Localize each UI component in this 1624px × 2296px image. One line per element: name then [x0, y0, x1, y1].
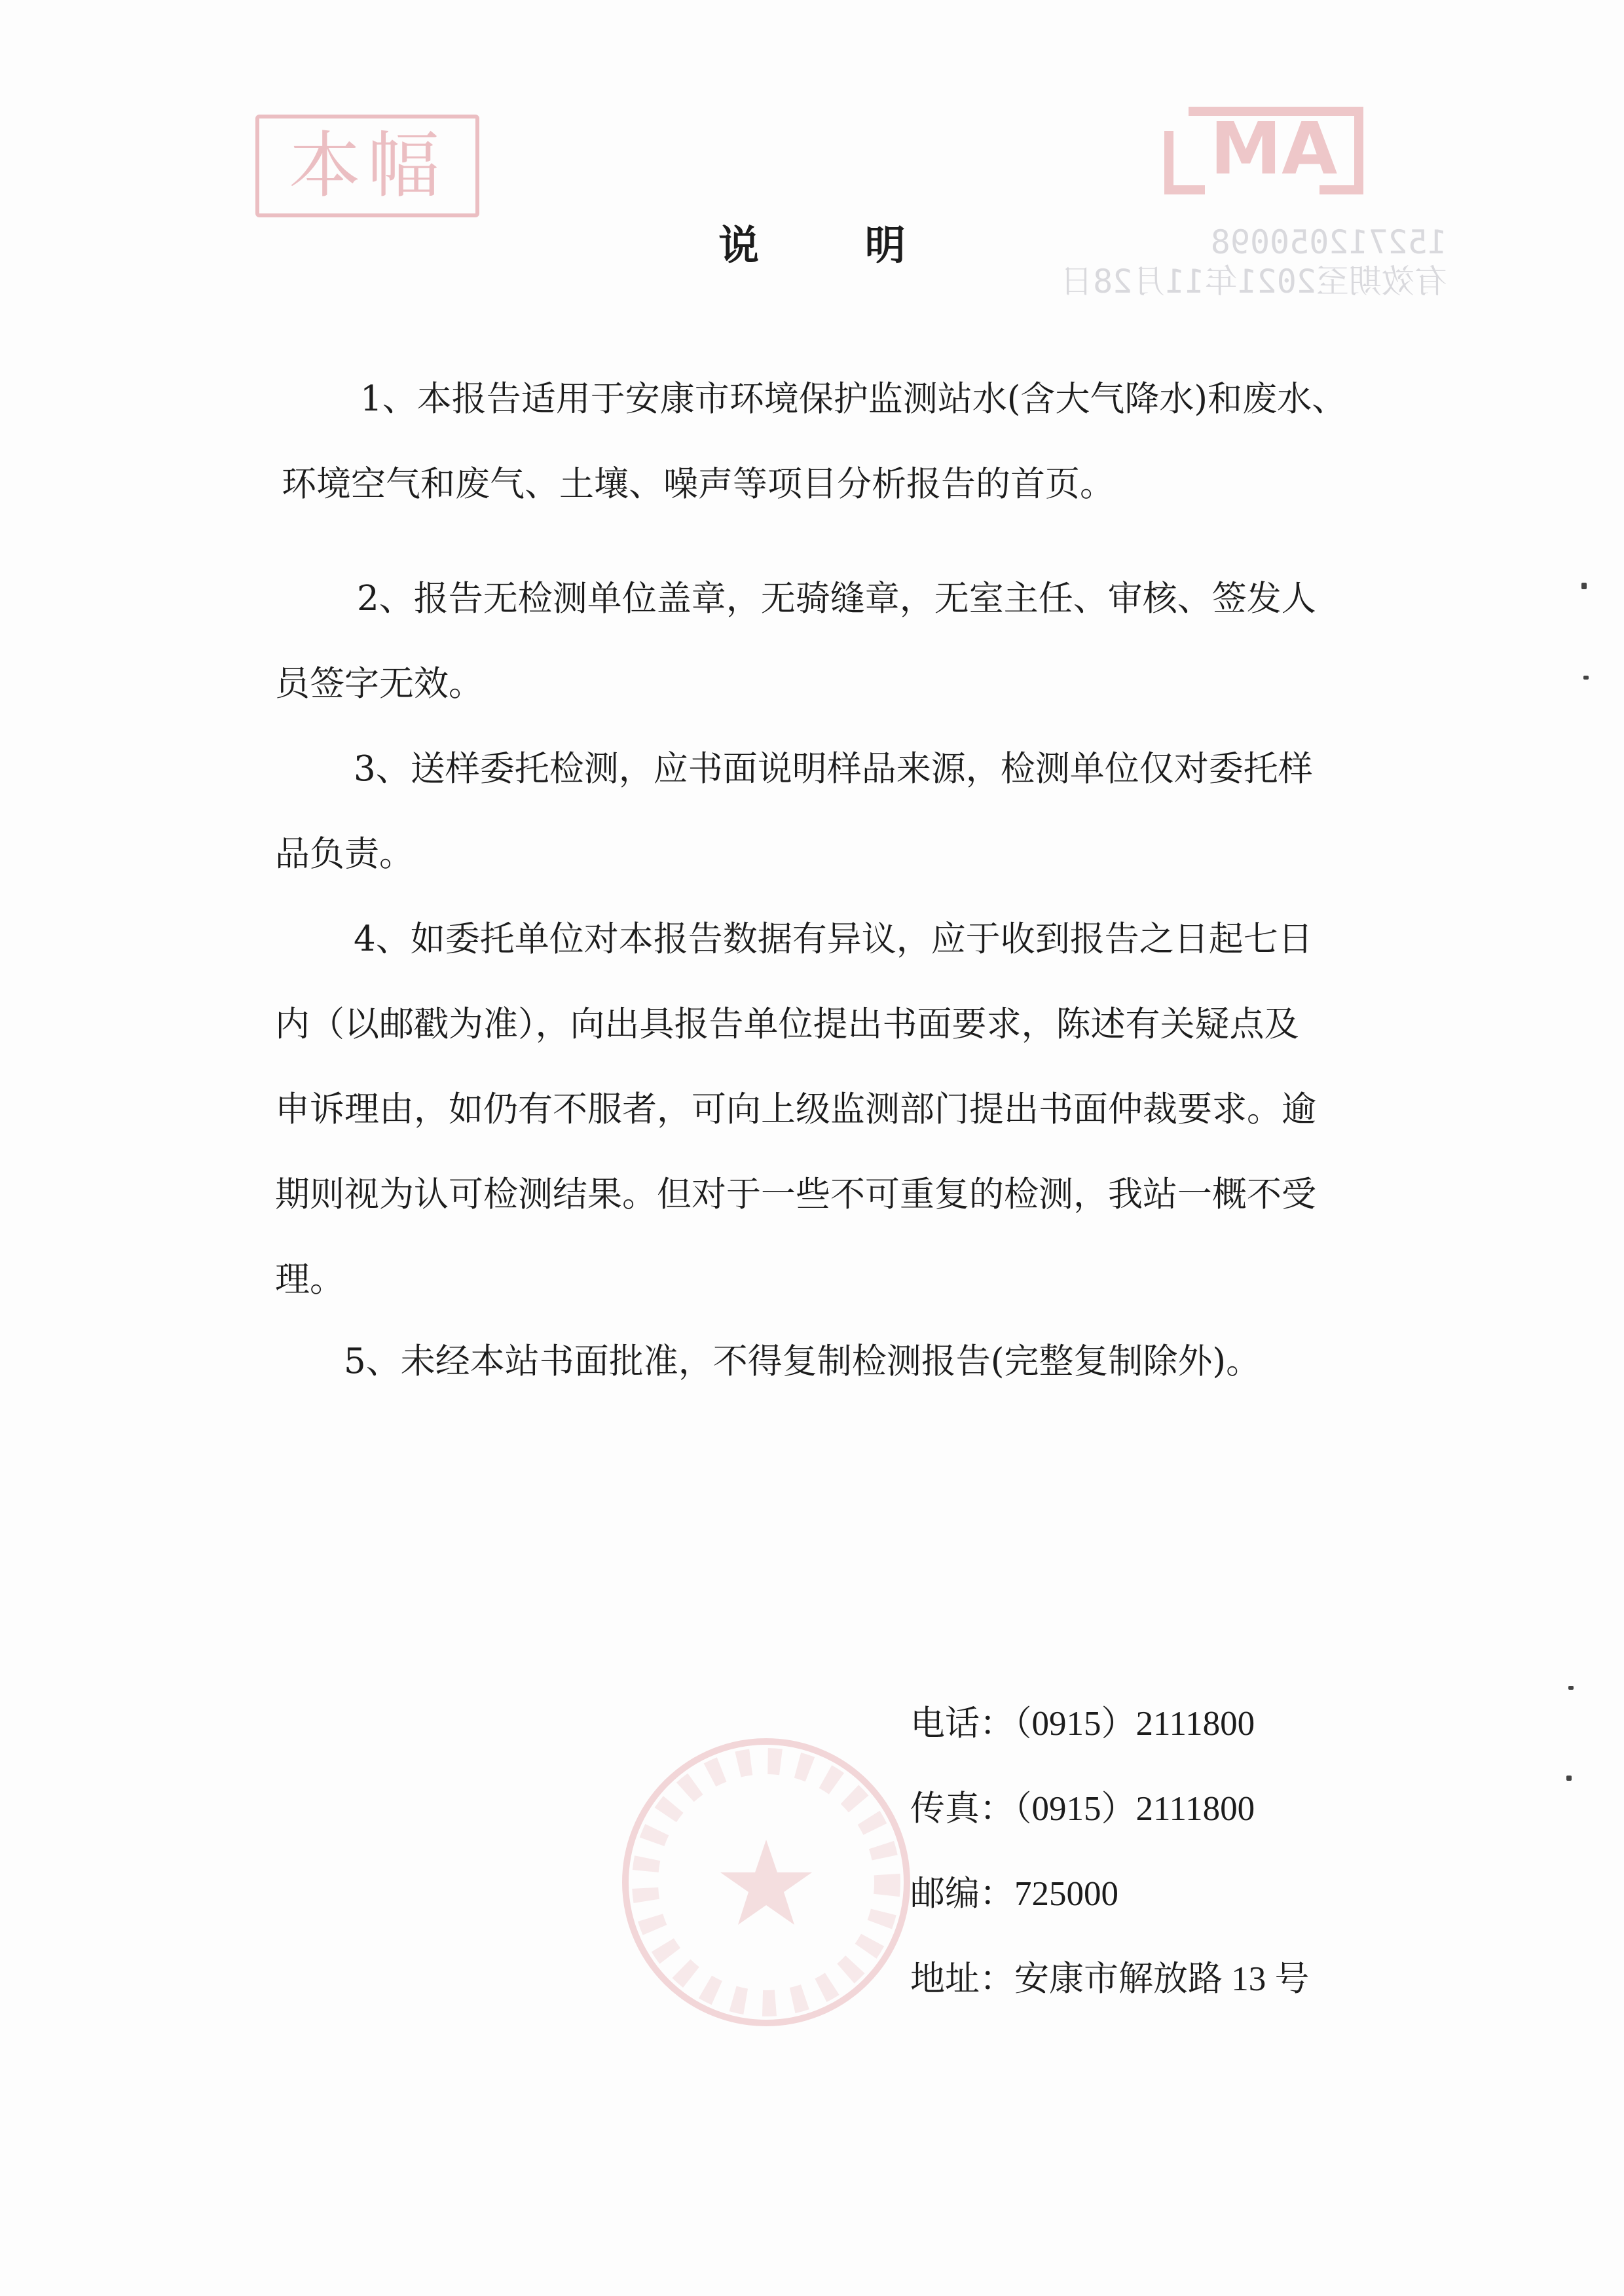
paragraph-line: 员签字无效。	[275, 664, 483, 704]
paragraph-line: 1、本报告适用于安康市环境保护监测站水(含大气降水)和废水、	[360, 379, 1347, 419]
scan-edge-mark	[1566, 1776, 1572, 1781]
paragraph-line: 5、未经本站书面批准，不得复制检测报告(完整复制除外)。	[344, 1341, 1261, 1381]
paragraph-line: 环境空气和废气、土壤、噪声等项目分析报告的首页。	[282, 464, 1115, 504]
cma-mark-text: MA	[1209, 107, 1338, 191]
paragraph-1	[275, 357, 1414, 527]
scan-edge-mark	[1568, 1686, 1574, 1690]
paragraph-line: 内（以邮戳为准），向出具报告单位提出书面要求，陈述有关疑点及	[275, 1004, 1299, 1044]
contact-address	[910, 1951, 1310, 2001]
address-value: 安康市解放路 13 号	[1014, 1960, 1310, 1998]
rect-stamp-bleedthrough: 本幅	[255, 115, 479, 217]
cma-validity-line: 有效期至2021年11月28日	[1060, 263, 1447, 301]
scan-edge-mark	[1581, 583, 1587, 589]
paragraph-3	[275, 727, 1414, 897]
contact-phone	[910, 1696, 1255, 1745]
paragraph-2	[275, 556, 1414, 727]
postcode-value: 725000	[1014, 1875, 1118, 1913]
contact-postcode	[910, 1866, 1118, 1916]
fax-value: （0915）2111800	[1014, 1790, 1255, 1828]
scan-edge-mark	[1583, 676, 1589, 680]
phone-label: 电话：	[910, 1704, 1014, 1743]
postcode-label: 邮编：	[910, 1874, 1014, 1914]
contact-fax	[910, 1781, 1255, 1831]
paragraph-line: 理。	[275, 1260, 344, 1300]
paragraph-line: 3、送样委托检测，应书面说明样品来源，检测单位仅对委托样	[354, 749, 1313, 789]
paragraph-line: 品负责。	[275, 834, 414, 874]
paragraph-line: 2、报告无检测单位盖章，无骑缝章，无室主任、审核、签发人	[357, 579, 1316, 619]
round-seal-bleedthrough	[612, 1728, 920, 2036]
paragraph-5	[275, 1319, 1414, 1404]
paragraph-line: 期则视为认可检测结果。但对于一些不可重复的检测，我站一概不受	[275, 1175, 1316, 1214]
cma-mark-bleedthrough	[1143, 92, 1395, 206]
address-label: 地址：	[910, 1959, 1014, 1999]
paragraph-line: 4、如委托单位对本报告数据有异议，应于收到报告之日起七日	[354, 919, 1313, 959]
fax-label: 传真：	[910, 1789, 1014, 1829]
cma-number-line: 152712050098	[1210, 223, 1447, 261]
phone-value: （0915）2111800	[1014, 1705, 1255, 1743]
paragraph-line: 申诉理由，如仍有不服者，可向上级监测部门提出书面仲裁要求。逾	[275, 1089, 1316, 1129]
paragraph-4	[275, 897, 1414, 1322]
page-title: 说 明	[718, 221, 951, 269]
